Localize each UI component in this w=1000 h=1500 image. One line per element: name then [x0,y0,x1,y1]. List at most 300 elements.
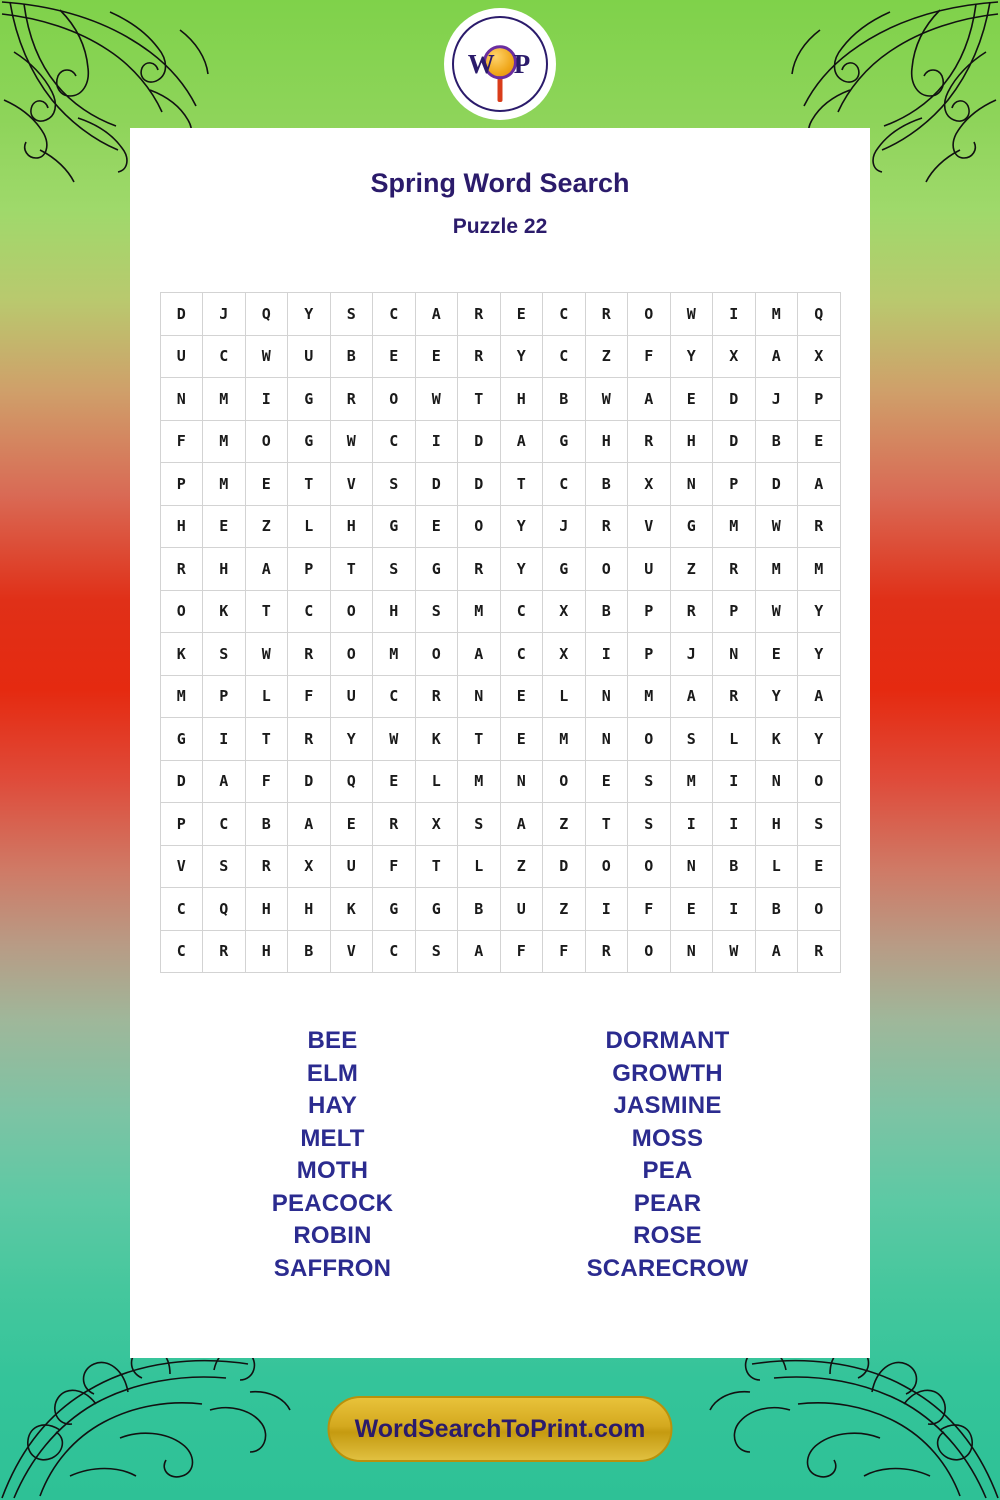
grid-cell[interactable]: E [798,845,841,888]
grid-cell[interactable]: Z [245,505,288,548]
grid-cell[interactable]: D [713,420,756,463]
grid-cell[interactable]: Q [798,293,841,336]
grid-cell[interactable]: Y [330,718,373,761]
grid-row [160,633,840,676]
grid-cell[interactable]: Z [543,803,586,846]
grid-cell[interactable]: L [245,675,288,718]
grid-cell[interactable]: M [755,548,798,591]
grid-cell[interactable]: O [628,845,671,888]
grid-cell[interactable]: I [713,293,756,336]
word-list-item: PEACOCK [271,1189,394,1217]
grid-cell[interactable]: W [415,378,458,421]
grid-cell[interactable]: T [245,590,288,633]
grid-cell[interactable]: M [670,760,713,803]
grid-cell[interactable]: Q [203,888,246,931]
grid-cell[interactable]: O [628,718,671,761]
grid-cell[interactable]: N [500,760,543,803]
grid-cell[interactable]: C [373,420,416,463]
word-list-item: GROWTH [612,1059,723,1087]
grid-cell[interactable]: E [500,675,543,718]
grid-cell[interactable]: E [798,420,841,463]
grid-cell[interactable]: P [713,590,756,633]
grid-cell[interactable]: X [543,633,586,676]
grid-cell[interactable]: N [160,378,203,421]
grid-cell[interactable]: H [585,420,628,463]
grid-row [160,888,840,931]
word-list-item: JASMINE [613,1092,722,1119]
grid-cell[interactable]: X [415,803,458,846]
grid-cell[interactable]: D [160,760,203,803]
grid-cell[interactable]: I [585,888,628,931]
grid-cell[interactable]: I [245,378,288,421]
grid-cell[interactable]: F [288,675,331,718]
grid-cell[interactable]: Y [500,548,543,591]
grid-cell[interactable]: T [585,803,628,846]
grid-cell[interactable]: N [670,930,713,973]
grid-cell[interactable]: R [713,548,756,591]
grid-cell[interactable]: A [755,335,798,378]
grid-cell[interactable]: H [203,548,246,591]
word-list-item: ROSE [633,1222,702,1249]
grid-cell[interactable]: H [670,420,713,463]
grid-cell[interactable]: C [543,463,586,506]
grid-cell[interactable]: R [585,505,628,548]
grid-cell[interactable]: D [458,420,501,463]
grid-cell[interactable]: A [415,293,458,336]
grid-cell[interactable]: W [245,633,288,676]
grid-cell[interactable]: F [543,930,586,973]
grid-cell[interactable]: P [160,803,203,846]
grid-cell[interactable]: M [628,675,671,718]
grid-cell[interactable]: H [245,930,288,973]
grid-cell[interactable]: I [585,633,628,676]
grid-cell[interactable]: U [288,335,331,378]
grid-cell[interactable]: G [160,718,203,761]
grid-cell[interactable]: Y [755,675,798,718]
grid-cell[interactable]: Y [500,505,543,548]
grid-cell[interactable]: R [160,548,203,591]
grid-cell[interactable]: P [160,463,203,506]
grid-cell[interactable]: I [670,803,713,846]
word-list-item: ELM [306,1059,359,1087]
grid-cell[interactable]: A [670,675,713,718]
grid-cell[interactable]: L [755,845,798,888]
grid-cell[interactable]: O [585,845,628,888]
grid-cell[interactable]: O [585,548,628,591]
puzzle-sheet [130,128,870,1358]
grid-cell[interactable]: H [160,505,203,548]
grid-cell[interactable]: N [458,675,501,718]
word-list-item: HAY [307,1092,358,1119]
grid-cell[interactable]: O [458,505,501,548]
grid-cell[interactable]: P [798,378,841,421]
grid-cell[interactable]: O [415,633,458,676]
grid-cell[interactable]: E [500,718,543,761]
logo-letter-w: W [467,48,497,79]
grid-row [160,548,840,591]
grid-cell[interactable]: N [585,718,628,761]
grid-cell[interactable]: O [330,633,373,676]
grid-cell[interactable]: A [203,760,246,803]
grid-cell[interactable]: N [585,675,628,718]
grid-cell[interactable]: Z [500,845,543,888]
grid-cell[interactable]: O [543,760,586,803]
grid-cell[interactable]: R [628,420,671,463]
grid-cell[interactable]: F [245,760,288,803]
grid-cell[interactable]: H [500,378,543,421]
grid-cell[interactable]: N [755,760,798,803]
grid-cell[interactable]: F [628,335,671,378]
grid-row [160,378,840,421]
grid-cell[interactable]: L [288,505,331,548]
grid-cell[interactable]: X [713,335,756,378]
grid-cell[interactable]: R [713,675,756,718]
grid-cell[interactable]: A [288,803,331,846]
word-search-grid-wrapper [160,292,841,973]
grid-cell[interactable]: B [458,888,501,931]
grid-cell[interactable]: R [203,930,246,973]
grid-cell[interactable]: O [330,590,373,633]
grid-cell[interactable]: W [670,293,713,336]
grid-cell[interactable]: Y [798,590,841,633]
grid-cell[interactable]: C [160,888,203,931]
grid-cell[interactable]: R [798,930,841,973]
grid-cell[interactable]: I [713,888,756,931]
grid-cell[interactable]: C [373,293,416,336]
grid-cell[interactable]: E [203,505,246,548]
grid-cell[interactable]: B [755,420,798,463]
word-list-item: BEE [307,1027,358,1054]
puzzle-number: Puzzle 22 [452,215,548,238]
grid-cell[interactable]: E [500,293,543,336]
grid-cell[interactable]: G [415,548,458,591]
grid-cell[interactable]: D [755,463,798,506]
grid-cell[interactable]: B [585,463,628,506]
grid-cell[interactable]: J [755,378,798,421]
grid-cell[interactable]: C [203,803,246,846]
grid-cell[interactable]: B [713,845,756,888]
word-list [130,1025,870,1285]
grid-cell[interactable]: S [415,930,458,973]
grid-cell[interactable]: G [288,378,331,421]
website-button[interactable] [328,1396,673,1462]
grid-cell[interactable]: M [798,548,841,591]
grid-cell[interactable]: A [500,420,543,463]
grid-cell[interactable]: Y [670,335,713,378]
grid-cell[interactable]: M [755,293,798,336]
grid-cell[interactable]: A [458,930,501,973]
word-list-item: ROBIN [293,1222,372,1249]
grid-cell[interactable]: A [245,548,288,591]
grid-cell[interactable]: O [245,420,288,463]
grid-cell[interactable]: E [755,633,798,676]
grid-cell[interactable]: S [373,548,416,591]
grid-cell[interactable]: S [203,845,246,888]
grid-cell[interactable]: O [798,888,841,931]
site-logo [444,8,556,120]
grid-cell[interactable]: U [330,675,373,718]
grid-cell[interactable]: B [245,803,288,846]
grid-cell[interactable]: D [458,463,501,506]
grid-cell[interactable]: M [713,505,756,548]
grid-row [160,335,840,378]
grid-cell[interactable]: C [543,293,586,336]
grid-cell[interactable]: E [670,888,713,931]
grid-row [160,803,840,846]
grid-cell[interactable]: V [628,505,671,548]
grid-cell[interactable]: W [373,718,416,761]
grid-row [160,845,840,888]
grid-cell[interactable]: C [373,675,416,718]
grid-cell[interactable]: A [458,633,501,676]
grid-cell[interactable]: U [330,845,373,888]
grid-cell[interactable]: C [288,590,331,633]
grid-cell[interactable]: T [330,548,373,591]
grid-cell[interactable]: C [203,335,246,378]
grid-cell[interactable]: M [373,633,416,676]
grid-cell[interactable]: O [373,378,416,421]
grid-cell[interactable]: P [203,675,246,718]
grid-cell[interactable]: W [245,335,288,378]
grid-cell[interactable]: A [500,803,543,846]
grid-cell[interactable]: R [585,293,628,336]
grid-cell[interactable]: F [373,845,416,888]
logo-letter-p: P [513,48,533,79]
grid-cell[interactable]: T [500,463,543,506]
grid-cell[interactable]: G [543,420,586,463]
grid-cell[interactable]: S [330,293,373,336]
grid-cell[interactable]: G [415,888,458,931]
grid-cell[interactable]: B [755,888,798,931]
grid-cell[interactable]: D [160,293,203,336]
grid-cell[interactable]: R [798,505,841,548]
grid-cell[interactable]: S [458,803,501,846]
grid-cell[interactable]: U [500,888,543,931]
grid-row [160,675,840,718]
grid-cell[interactable]: M [160,675,203,718]
grid-cell[interactable]: R [288,718,331,761]
grid-cell[interactable]: R [415,675,458,718]
grid-cell[interactable]: H [288,888,331,931]
grid-cell[interactable]: G [670,505,713,548]
logo-letters [468,49,533,80]
grid-cell[interactable]: Q [330,760,373,803]
grid-cell[interactable]: W [585,378,628,421]
grid-row [160,420,840,463]
word-list-column-left [165,1025,500,1285]
grid-cell[interactable]: X [628,463,671,506]
grid-cell[interactable]: K [203,590,246,633]
grid-cell[interactable]: T [245,718,288,761]
grid-cell[interactable]: M [203,378,246,421]
grid-cell[interactable]: H [330,505,373,548]
grid-cell[interactable]: S [373,463,416,506]
grid-cell[interactable]: R [585,930,628,973]
grid-cell[interactable]: R [670,590,713,633]
grid-cell[interactable]: U [160,335,203,378]
grid-cell[interactable]: L [458,845,501,888]
logo-letter-s [497,49,514,79]
grid-cell[interactable]: B [330,335,373,378]
grid-cell[interactable]: I [203,718,246,761]
grid-cell[interactable]: K [160,633,203,676]
grid-cell[interactable]: S [670,718,713,761]
grid-cell[interactable]: G [543,548,586,591]
grid-cell[interactable]: B [288,930,331,973]
grid-cell[interactable]: F [500,930,543,973]
grid-cell[interactable]: C [160,930,203,973]
grid-cell[interactable]: K [330,888,373,931]
grid-cell[interactable]: B [585,590,628,633]
grid-cell[interactable]: M [458,760,501,803]
grid-cell[interactable]: J [203,293,246,336]
grid-cell[interactable]: C [500,590,543,633]
grid-cell[interactable]: S [628,803,671,846]
grid-cell[interactable]: M [203,420,246,463]
grid-cell[interactable]: Q [245,293,288,336]
grid-cell[interactable]: E [330,803,373,846]
grid-cell[interactable]: H [755,803,798,846]
grid-cell[interactable]: E [585,760,628,803]
grid-cell[interactable]: X [798,335,841,378]
grid-cell[interactable]: J [543,505,586,548]
grid-cell[interactable]: Z [543,888,586,931]
grid-cell[interactable]: G [373,888,416,931]
grid-cell[interactable]: P [628,633,671,676]
grid-cell[interactable]: W [713,930,756,973]
grid-cell[interactable]: W [755,590,798,633]
grid-cell[interactable]: D [543,845,586,888]
grid-cell[interactable]: U [628,548,671,591]
grid-cell[interactable]: P [288,548,331,591]
grid-cell[interactable]: C [500,633,543,676]
grid-cell[interactable]: Y [500,335,543,378]
word-list-item: DORMANT [605,1027,730,1054]
grid-cell[interactable]: C [543,335,586,378]
grid-cell[interactable]: Y [798,718,841,761]
grid-cell[interactable]: M [543,718,586,761]
grid-cell[interactable]: Y [288,293,331,336]
grid-cell[interactable]: K [415,718,458,761]
word-list-item: PEA [642,1157,693,1184]
grid-cell[interactable]: L [415,760,458,803]
grid-cell[interactable]: T [288,463,331,506]
grid-cell[interactable]: T [458,718,501,761]
grid-cell[interactable]: I [713,760,756,803]
grid-cell[interactable]: R [288,633,331,676]
grid-cell[interactable]: V [160,845,203,888]
grid-cell[interactable]: L [713,718,756,761]
grid-cell[interactable]: T [415,845,458,888]
grid-cell[interactable]: N [713,633,756,676]
grid-cell[interactable]: I [713,803,756,846]
grid-cell[interactable]: M [203,463,246,506]
word-search-grid[interactable] [160,292,841,973]
grid-cell[interactable]: E [670,378,713,421]
grid-cell[interactable]: O [160,590,203,633]
word-list-item: PEAR [633,1189,702,1217]
grid-cell[interactable]: G [373,505,416,548]
word-list-item: MOTH [296,1157,369,1184]
grid-row [160,760,840,803]
grid-cell[interactable]: R [373,803,416,846]
grid-cell[interactable]: V [330,463,373,506]
grid-cell[interactable]: R [245,845,288,888]
grid-cell[interactable]: A [798,675,841,718]
grid-cell[interactable]: Z [585,335,628,378]
grid-cell[interactable]: R [330,378,373,421]
grid-row [160,590,840,633]
grid-cell[interactable]: B [543,378,586,421]
grid-cell[interactable]: P [713,463,756,506]
grid-cell[interactable]: I [415,420,458,463]
grid-cell[interactable]: A [628,378,671,421]
grid-cell[interactable]: H [373,590,416,633]
grid-cell[interactable]: X [543,590,586,633]
website-label: WordSearchToPrint.com [354,1414,646,1443]
grid-cell[interactable]: T [458,378,501,421]
grid-cell[interactable]: N [670,845,713,888]
grid-row [160,463,840,506]
grid-cell[interactable]: S [415,590,458,633]
grid-cell[interactable]: D [713,378,756,421]
grid-cell[interactable]: Y [798,633,841,676]
grid-cell[interactable]: R [458,548,501,591]
grid-cell[interactable]: R [458,335,501,378]
grid-cell[interactable]: X [288,845,331,888]
grid-row [160,930,840,973]
word-list-item: SCARECROW [586,1254,749,1282]
grid-cell[interactable]: O [628,930,671,973]
grid-cell[interactable]: F [160,420,203,463]
grid-cell[interactable]: A [755,930,798,973]
grid-row [160,505,840,548]
grid-cell[interactable]: E [415,505,458,548]
grid-cell[interactable]: G [288,420,331,463]
grid-cell[interactable]: D [415,463,458,506]
grid-row [160,718,840,761]
grid-cell[interactable]: J [670,633,713,676]
grid-cell[interactable]: O [798,760,841,803]
grid-cell[interactable]: S [798,803,841,846]
grid-cell[interactable]: E [373,760,416,803]
page-title: Spring Word Search [370,168,630,198]
grid-cell[interactable]: E [373,335,416,378]
grid-cell[interactable]: Z [670,548,713,591]
grid-cell[interactable]: A [798,463,841,506]
grid-cell[interactable]: N [670,463,713,506]
word-list-item: MOSS [631,1124,704,1152]
grid-cell[interactable]: K [755,718,798,761]
grid-cell[interactable]: R [458,293,501,336]
grid-cell[interactable]: S [628,760,671,803]
grid-cell[interactable]: C [373,930,416,973]
grid-cell[interactable]: E [415,335,458,378]
grid-cell[interactable]: P [628,590,671,633]
grid-cell[interactable]: W [755,505,798,548]
grid-cell[interactable]: S [203,633,246,676]
word-list-item: SAFFRON [273,1254,392,1282]
grid-cell[interactable]: L [543,675,586,718]
grid-cell[interactable]: M [458,590,501,633]
grid-cell[interactable]: W [330,420,373,463]
grid-cell[interactable]: E [245,463,288,506]
grid-cell[interactable]: V [330,930,373,973]
grid-cell[interactable]: O [628,293,671,336]
grid-cell[interactable]: F [628,888,671,931]
grid-cell[interactable]: D [288,760,331,803]
grid-cell[interactable]: H [245,888,288,931]
